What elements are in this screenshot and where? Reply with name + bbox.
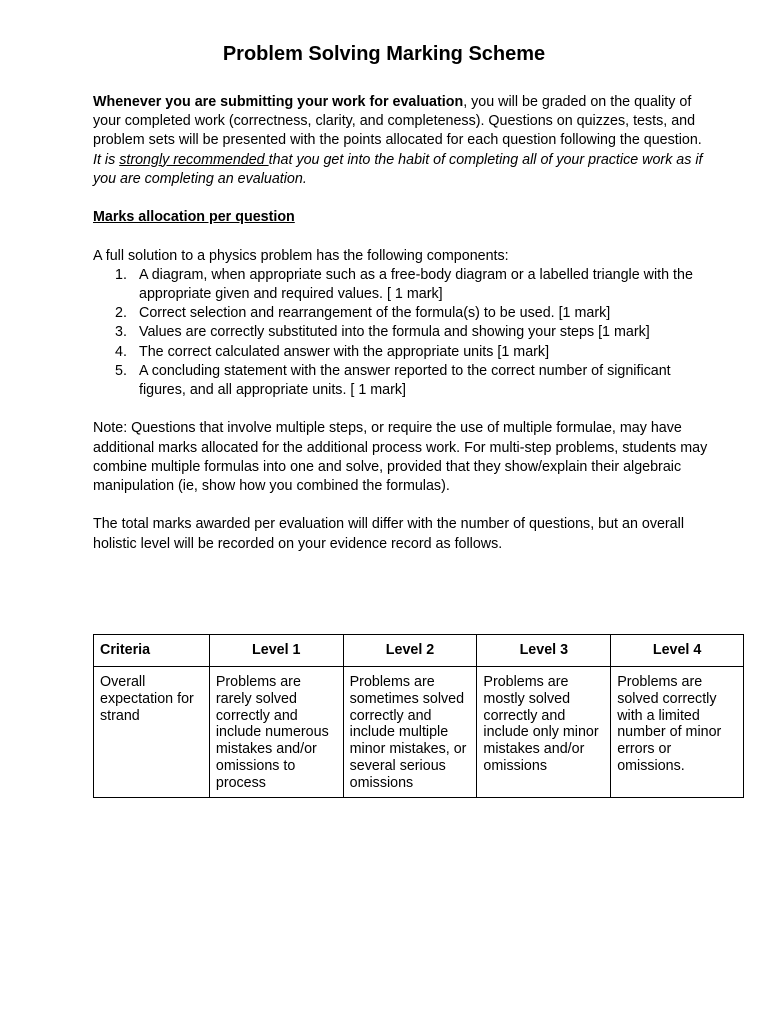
list-item-text: A concluding statement with the answer reported to the correct number of significant figures, and all appropriate units. [ 1 mark] <box>139 362 671 399</box>
page-title: Problem Solving Marking Scheme <box>222 43 546 65</box>
cell-level-1: Problems are rarely solved correctly and include numerous mistakes and/or omissions to process <box>209 667 343 798</box>
header-criteria: Criteria <box>94 635 210 667</box>
list-item-number: 3. <box>115 324 127 341</box>
list-item-text: The correct calculated answer with the appropriate units [1 mark] <box>139 343 550 360</box>
table-header-row <box>94 635 744 667</box>
list-item <box>93 266 713 304</box>
list-item <box>93 343 713 362</box>
levels-table <box>93 634 744 798</box>
list-item-text: Correct selection and rearrangement of the formula(s) to be used. [1 mark] <box>139 305 611 322</box>
intro-italic-start: It is <box>93 151 120 168</box>
intro-italic-underline: strongly recommended <box>119 151 269 168</box>
components-list <box>93 266 713 400</box>
list-item-text: Values are correctly substituted into the formula and showing your steps [1 mark] <box>139 324 650 341</box>
cell-level-3: Problems are mostly solved correctly and include only minor mistakes and/or omissions <box>477 667 611 798</box>
list-item-number: 2. <box>115 305 127 322</box>
note-paragraph: Note: Questions that involve multiple steps, or require the use of multiple formulae, may have additional marks allocated for the additional process work. For multi-step problems, students may combine multiple formulas into one and solve, provided that they show/explain their algebraic manipulation (ie, show how you combined the formulas). <box>93 420 708 495</box>
cell-level-2: Problems are sometimes solved correctly and include multiple minor mistakes, or several serious omissions <box>343 667 477 798</box>
list-item <box>93 304 713 323</box>
list-item-number: 5. <box>115 362 127 379</box>
cell-level-4: Problems are solved correctly with a limited number of minor errors or omissions. <box>611 667 744 798</box>
header-level-3: Level 3 <box>477 635 611 667</box>
header-level-1: Level 1 <box>209 635 343 667</box>
marks-heading: Marks allocation per question <box>93 209 295 226</box>
cell-criteria: Overall expectation for strand <box>94 667 210 798</box>
list-item-text: A diagram, when appropriate such as a free-body diagram or a labelled triangle with the appropriate given and required values. [ 1 mark] <box>139 266 693 302</box>
document-body <box>93 93 713 554</box>
intro-italic-end: that you get into the habit of completing all of your practice work as if you are completing an evaluation. <box>93 151 703 187</box>
header-level-2: Level 2 <box>343 635 477 667</box>
intro-bold-text: Whenever you are submitting your work for evaluation <box>93 94 464 110</box>
table-row <box>94 667 744 798</box>
intro-text: , you will be graded on the quality of your completed work (correctness, clarity, and completeness). Questions on quizzes, tests, and problem sets will be presented with the points allocated for each question following the question. <box>93 94 702 149</box>
list-item-number: 1. <box>115 266 127 283</box>
components-intro: A full solution to a physics problem has the following components: <box>93 247 509 264</box>
intro-paragraph <box>93 93 713 189</box>
total-paragraph: The total marks awarded per evaluation will differ with the number of questions, but an overall holistic level will be recorded on your evidence record as follows. <box>93 516 684 552</box>
list-item <box>93 323 713 342</box>
list-item-number: 4. <box>115 343 127 360</box>
header-level-4: Level 4 <box>611 635 744 667</box>
list-item <box>93 362 713 400</box>
